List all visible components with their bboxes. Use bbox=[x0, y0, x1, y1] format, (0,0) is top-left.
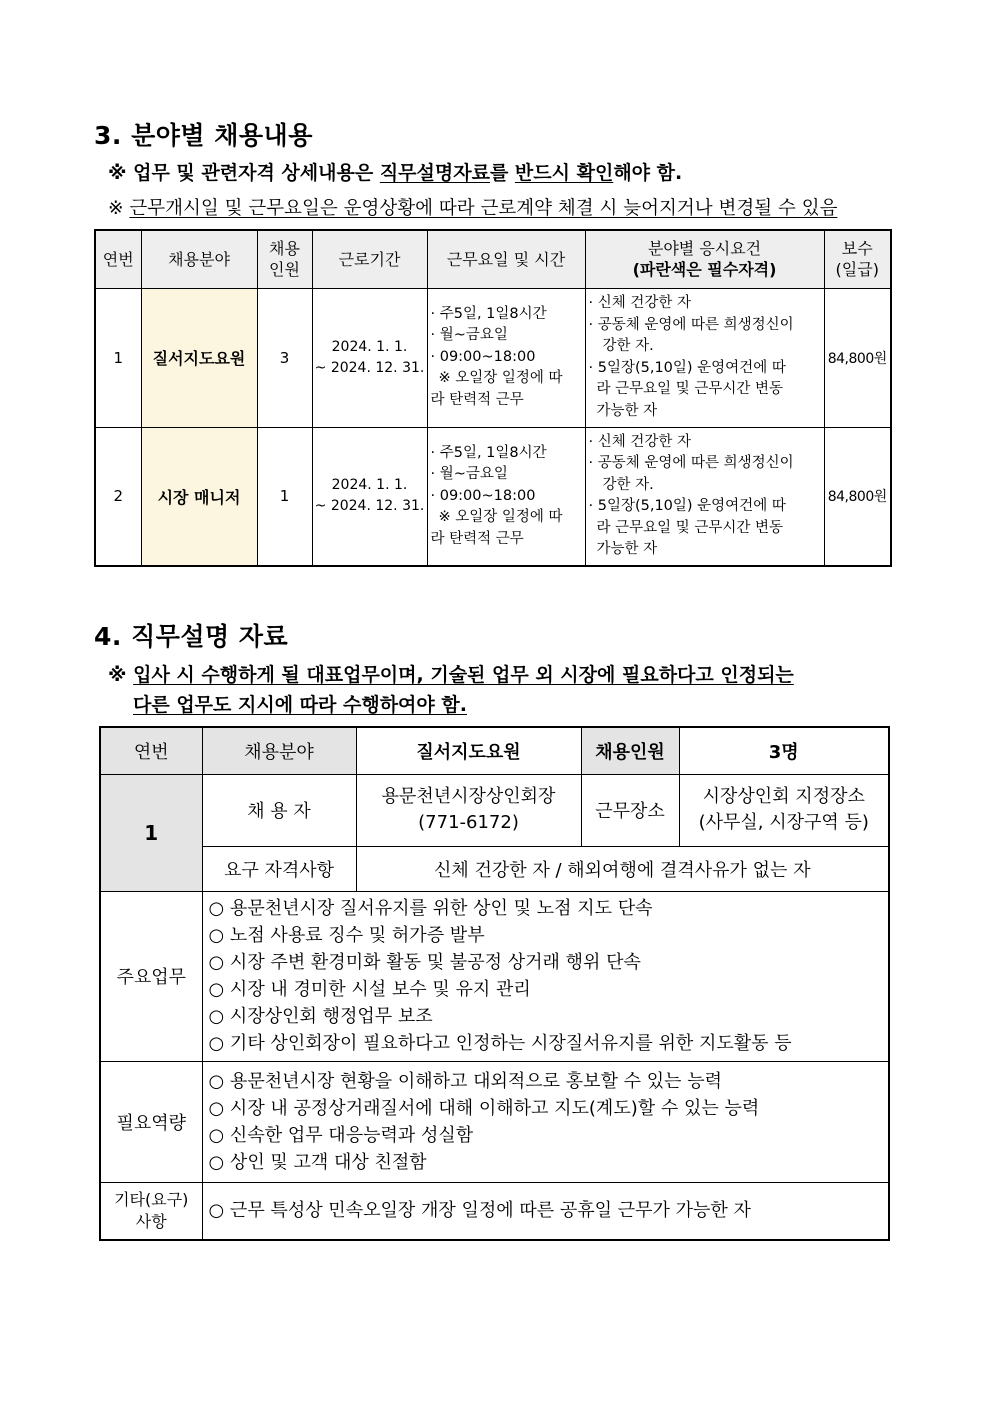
header-requirements bbox=[585, 230, 824, 288]
jd-duties-label: 주요업무 bbox=[100, 891, 202, 1061]
jd-count-value: 3명 bbox=[679, 727, 889, 774]
jd-header-row bbox=[100, 727, 889, 774]
note1-part-e: 해야 함. bbox=[613, 162, 683, 184]
jd-etc-label bbox=[100, 1182, 202, 1240]
schedule-line: · 09:00~18:00 bbox=[430, 487, 536, 504]
list-item: ○ 근무 특성상 민속오일장 개장 일정에 따른 공휴일 근무가 가능한 자 bbox=[208, 1200, 751, 1222]
row-no: 1 bbox=[95, 288, 141, 427]
schedule-line: · 월~금요일 bbox=[430, 327, 508, 344]
requirement-line: 라 근무요일 및 근무시간 변동 bbox=[596, 381, 784, 397]
requirement-line: · 5일장(5,10일) 운영여건에 따 bbox=[588, 359, 786, 376]
period-end: ~ 2024. 12. 31. bbox=[314, 359, 425, 376]
schedule-line: ※ 오일장 일정에 따 bbox=[438, 509, 563, 525]
job-description-table bbox=[99, 726, 890, 1241]
requirement-line: 강한 자. bbox=[602, 476, 654, 493]
note-mark: ※ bbox=[108, 664, 134, 686]
requirement-line: · 신체 건강한 자 bbox=[588, 433, 691, 450]
section4-note-line1 bbox=[108, 660, 794, 687]
jd-field-value: 질서지도요원 bbox=[356, 727, 581, 774]
note1-part-d: 반드시 확인 bbox=[514, 162, 614, 184]
jd-qual-value: 신체 건강한 자 / 해외여행에 결격사유가 없는 자 bbox=[356, 846, 889, 891]
requirement-line: 가능한 자 bbox=[596, 541, 658, 558]
employer-phone: (771-6172) bbox=[418, 812, 519, 833]
row-pay: 84,800원 bbox=[824, 427, 891, 566]
jd-header-count: 채용인원 bbox=[581, 727, 679, 774]
list-item: ○ 노점 사용료 징수 및 허가증 발부 bbox=[208, 925, 485, 946]
jd-comp-list bbox=[202, 1061, 889, 1182]
header-count-line2: 인원 bbox=[269, 260, 300, 280]
requirement-line: 가능한 자 bbox=[596, 402, 658, 419]
row-requirements bbox=[585, 288, 824, 427]
header-pay-line2: (일급) bbox=[835, 260, 879, 280]
section4-note-line2 bbox=[133, 690, 467, 717]
note-mark: ※ bbox=[108, 198, 130, 219]
etc-label-line1: 기타(요구) bbox=[114, 1189, 189, 1209]
requirement-line: 강한 자. bbox=[602, 338, 654, 354]
period-start: 2024. 1. 1. bbox=[331, 477, 408, 494]
jd-duties-row bbox=[100, 891, 889, 1061]
header-no: 연번 bbox=[95, 230, 141, 288]
header-schedule: 근무요일 및 시간 bbox=[427, 230, 585, 288]
row-schedule bbox=[427, 288, 585, 427]
list-item: ○ 신속한 업무 대응능력과 성실함 bbox=[208, 1124, 474, 1146]
list-item: ○ 용문천년시장 질서유지를 위한 상인 및 노점 지도 단속 bbox=[208, 898, 653, 919]
header-count bbox=[257, 230, 312, 288]
row-count: 1 bbox=[257, 427, 312, 566]
section4-title: 4. 직무설명 자료 bbox=[94, 622, 289, 651]
table-header-row bbox=[95, 230, 891, 288]
header-req-line1: 분야별 응시요건 bbox=[647, 239, 762, 259]
section3-note2 bbox=[108, 194, 837, 220]
schedule-line: · 주5일, 1일8시간 bbox=[430, 305, 547, 322]
row-no: 2 bbox=[95, 427, 141, 566]
period-end: ~ 2024. 12. 31. bbox=[314, 498, 425, 515]
note1-part-c: 를 bbox=[489, 162, 515, 184]
jd-qual-label: 요구 자격사항 bbox=[202, 846, 356, 891]
jd-etc-row bbox=[100, 1182, 889, 1240]
jd-employer-row bbox=[100, 774, 889, 846]
requirement-line: · 5일장(5,10일) 운영여건에 따 bbox=[588, 498, 786, 515]
header-pay-line1: 보수 bbox=[841, 239, 873, 259]
note-line2-text: 다른 업무도 지시에 따라 수행하여야 함. bbox=[133, 694, 467, 716]
requirement-line: · 공동체 운영에 따른 희생정신이 bbox=[588, 316, 794, 333]
schedule-line: · 월~금요일 bbox=[430, 466, 508, 482]
header-period: 근로기간 bbox=[312, 230, 427, 288]
jd-qual-row bbox=[100, 846, 889, 891]
jd-comp-label: 필요역량 bbox=[100, 1061, 202, 1182]
header-req-line2: (파란색은 필수자격) bbox=[632, 260, 777, 280]
row-requirements bbox=[585, 427, 824, 566]
schedule-line: · 주5일, 1일8시간 bbox=[430, 444, 547, 461]
list-item: ○ 시장 내 경미한 시설 보수 및 유지 관리 bbox=[208, 979, 531, 1000]
header-field: 채용분야 bbox=[141, 230, 257, 288]
jd-place-label: 근무장소 bbox=[581, 774, 679, 846]
row-period bbox=[312, 427, 427, 566]
jd-employer-label: 채 용 자 bbox=[202, 774, 356, 846]
row-field: 질서지도요원 bbox=[141, 288, 257, 427]
jd-etc-value bbox=[202, 1182, 889, 1240]
jd-duties-list bbox=[202, 891, 889, 1061]
jd-header-field: 채용분야 bbox=[202, 727, 356, 774]
section3-note1 bbox=[108, 158, 682, 185]
table-row bbox=[95, 427, 891, 566]
note-line1-text: 입사 시 수행하게 될 대표업무이며, 기술된 업무 외 시장에 필요하다고 인정되는 bbox=[133, 664, 794, 686]
requirement-line: 라 근무요일 및 근무시간 변동 bbox=[596, 519, 784, 536]
list-item: ○ 상인 및 고객 대상 친절함 bbox=[208, 1151, 427, 1173]
jd-competency-row bbox=[100, 1061, 889, 1182]
place-line1: 시장상인회 지정장소 bbox=[702, 786, 865, 807]
row-field: 시장 매니저 bbox=[141, 427, 257, 566]
place-line2: (사무실, 시장구역 등) bbox=[698, 812, 869, 833]
note-mark: ※ bbox=[108, 162, 134, 184]
jd-no: 1 bbox=[100, 774, 202, 891]
note2-text: 근무개시일 및 근무요일은 운영상황에 따라 근로계약 체결 시 늦어지거나 변경될 수 있음 bbox=[129, 198, 838, 219]
requirement-line: · 신체 건강한 자 bbox=[588, 295, 691, 311]
table-row bbox=[95, 288, 891, 427]
jd-employer-value bbox=[356, 774, 581, 846]
jd-place-value bbox=[679, 774, 889, 846]
header-pay bbox=[824, 230, 891, 288]
row-period bbox=[312, 288, 427, 427]
recruitment-table bbox=[94, 229, 892, 567]
schedule-line: 라 탄력적 근무 bbox=[430, 530, 524, 547]
list-item: ○ 시장 주변 환경미화 활동 및 불공정 상거래 행위 단속 bbox=[208, 952, 641, 973]
period-start: 2024. 1. 1. bbox=[331, 338, 408, 355]
schedule-line: 라 탄력적 근무 bbox=[430, 391, 524, 408]
list-item: ○ 기타 상인회장이 필요하다고 인정하는 시장질서유지를 위한 지도활동 등 bbox=[208, 1033, 792, 1054]
etc-label-line2: 사항 bbox=[135, 1211, 167, 1231]
list-item: ○ 용문천년시장 현황을 이해하고 대외적으로 홍보할 수 있는 능력 bbox=[208, 1070, 723, 1092]
row-pay: 84,800원 bbox=[824, 288, 891, 427]
row-schedule bbox=[427, 427, 585, 566]
employer-name: 용문천년시장상인회장 bbox=[381, 786, 556, 807]
section3-title: 3. 분야별 채용내용 bbox=[94, 121, 313, 150]
list-item: ○ 시장 내 공정상거래질서에 대해 이해하고 지도(계도)할 수 있는 능력 bbox=[208, 1097, 760, 1119]
schedule-line: · 09:00~18:00 bbox=[430, 348, 536, 365]
schedule-line: ※ 오일장 일정에 따 bbox=[438, 370, 563, 387]
requirement-line: · 공동체 운영에 따른 희생정신이 bbox=[588, 455, 794, 472]
note1-part-b: 직무설명자료 bbox=[379, 162, 490, 184]
note1-part-a: 업무 및 관련자격 상세내용은 bbox=[133, 162, 380, 184]
header-count-line1: 채용 bbox=[269, 239, 300, 259]
row-count: 3 bbox=[257, 288, 312, 427]
list-item: ○ 시장상인회 행정업무 보조 bbox=[208, 1006, 433, 1027]
jd-header-no: 연번 bbox=[100, 727, 202, 774]
